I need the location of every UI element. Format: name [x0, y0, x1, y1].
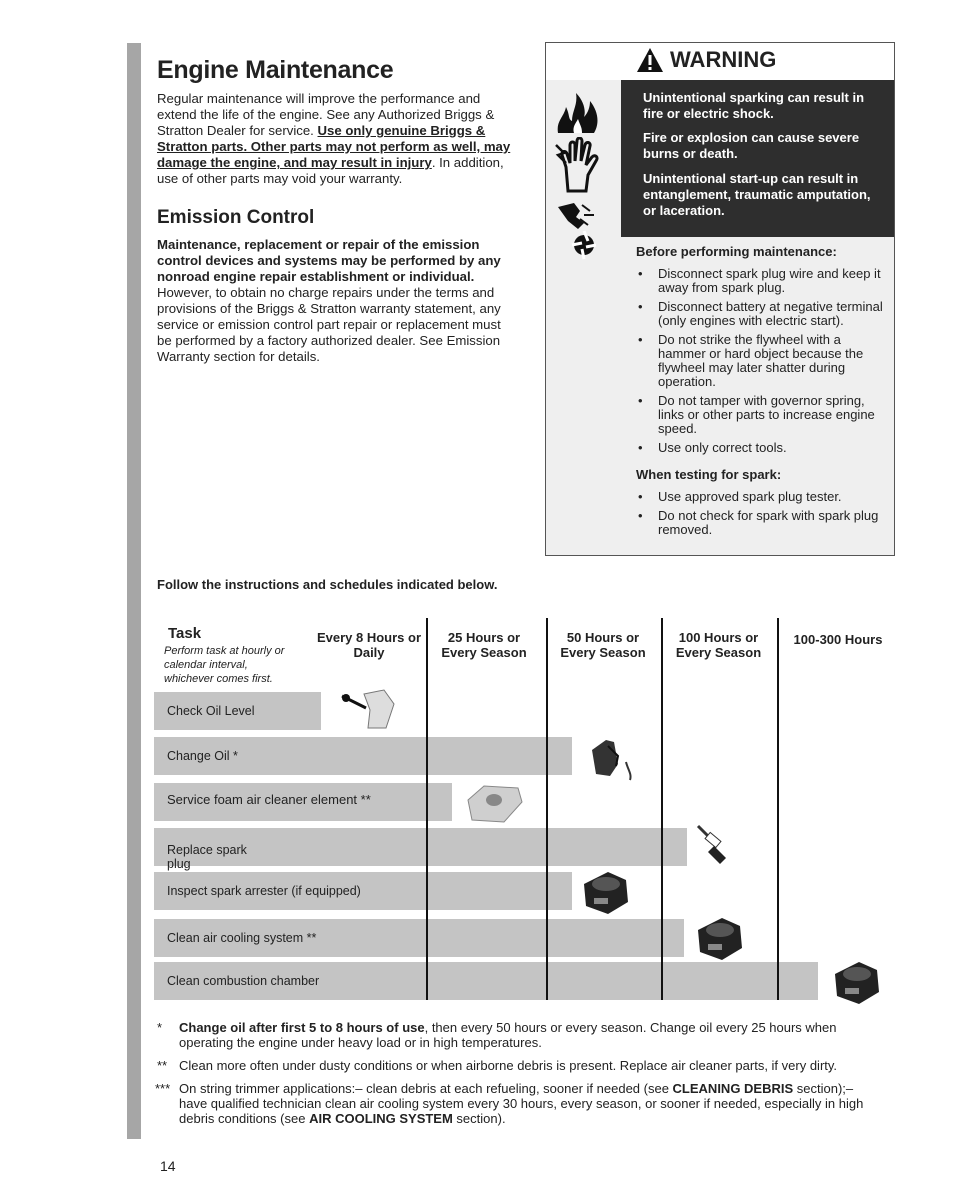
- emission-bold: Maintenance, replacement or repair of the emission control devices and systems may be performed by any nonroad engine repair establishment or individual.: [157, 237, 501, 284]
- emission-rest: However, to obtain no charge repairs under the terms and provisions of the Briggs & Stratton warranty statement, any service or emission control part repair or replacement must be performed by a factory authorized dealer. See Emission Warranty section for details.: [157, 285, 501, 364]
- column-100-300-hours: 100-300 Hours: [793, 632, 883, 647]
- dipstick-icon: [340, 688, 398, 732]
- engine-maintenance-title: Engine Maintenance: [157, 56, 394, 84]
- warning-box: [545, 42, 895, 556]
- testing-spark-title: When testing for spark:: [636, 467, 782, 482]
- list-item: • Do not tamper with governor spring, links or other parts to increase engine speed.: [636, 394, 886, 436]
- footnote-mark: **: [157, 1058, 168, 1073]
- before-maintenance-title: Before performing maintenance:: [636, 244, 837, 259]
- engine-icon: [578, 868, 632, 918]
- task-bar-combustion-chamber: [154, 962, 818, 1000]
- task-bar-air-cooling: [154, 919, 684, 957]
- task-bar-spark-plug: [154, 828, 687, 871]
- footnote-text: , then every 50 hours or every season. Change oil every 25 hours when operating the engine under heavy load or in high temperatures.: [179, 1020, 837, 1050]
- column-100-hours: 100 Hours or Every Season: [675, 630, 762, 660]
- column-divider: [546, 618, 548, 1000]
- page-number: 14: [160, 1158, 176, 1174]
- column-8-hours: Every 8 Hours or Daily: [316, 630, 422, 660]
- footnote-1: [157, 1020, 877, 1050]
- oil-bottle-icon: [588, 736, 636, 782]
- engine-icon: [828, 958, 884, 1008]
- hazard-fire: Fire or explosion can cause severe burns or death.: [643, 130, 860, 161]
- footnote-mark: ***: [155, 1081, 171, 1096]
- warning-title: [636, 47, 776, 73]
- task-label: Inspect spark arrester (if equipped): [167, 884, 361, 898]
- electric-shock-hand-icon: [554, 137, 606, 193]
- spark-plug-icon: [696, 824, 736, 870]
- footnote-bold: Change oil after first 5 to 8 hours of use: [179, 1020, 425, 1035]
- hazard-startup: Unintentional start-up can result in entanglement, traumatic amputation, or laceration.: [643, 171, 871, 218]
- column-25-hours: 25 Hours or Every Season: [441, 630, 527, 660]
- list-item: • Disconnect spark plug wire and keep it away from spark plug.: [636, 267, 886, 295]
- task-label: Check Oil Level: [167, 704, 255, 718]
- engine-text-end: . In addition, use of other parts may void your warranty.: [157, 155, 504, 186]
- list-item: • Do not check for spark with spark plug removed.: [636, 509, 886, 537]
- footnote-2: [157, 1058, 877, 1073]
- engine-text-part1: Regular maintenance will improve the performance and extend the life of the engine. See any Authorized Briggs & Stratton Dealer for service.: [157, 91, 495, 138]
- warning-triangle-icon: [636, 47, 664, 73]
- fire-icon: [554, 87, 606, 135]
- warning-hazards-panel: [621, 80, 894, 237]
- emission-control-text: [157, 237, 517, 365]
- engine-icon: [692, 914, 746, 962]
- warning-header: [546, 43, 894, 80]
- column-divider: [661, 618, 663, 1000]
- task-bar-change-oil: [154, 737, 572, 775]
- footnote-mark: *: [157, 1020, 163, 1035]
- task-label: Change Oil *: [167, 749, 238, 763]
- emission-control-title: Emission Control: [157, 207, 315, 228]
- before-maintenance-list: [636, 267, 886, 455]
- footnote-text: section).: [452, 1111, 506, 1126]
- list-item: • Use only correct tools.: [636, 441, 886, 455]
- foam-filter-icon: [462, 782, 526, 828]
- task-label: Clean combustion chamber: [167, 974, 320, 988]
- footnote-bold: AIR COOLING SYSTEM: [309, 1111, 453, 1126]
- footnote-text: On string trimmer applications:– clean debris at each refueling, sooner if needed (see: [179, 1081, 673, 1096]
- entanglement-icon: [554, 201, 606, 263]
- engine-maintenance-text: [157, 91, 517, 187]
- footnote-3: [157, 1081, 877, 1126]
- footnote-text: section);– have qualified technician clean air cooling system every 30 hours, every season, or sooner if needed, especially in high debris conditions (see: [179, 1081, 864, 1126]
- hazard-sparking: Unintentional sparking can result in fire or electric shock.: [643, 90, 865, 121]
- task-subtext: Perform task at hourly or calendar interval, whichever comes first.: [164, 645, 285, 685]
- column-50-hours: 50 Hours or Every Season: [560, 630, 646, 660]
- list-item: • Use approved spark plug tester.: [636, 490, 886, 504]
- left-column: [157, 56, 517, 365]
- testing-spark-list: [636, 490, 886, 537]
- task-label: Replace spark plug: [167, 843, 247, 871]
- task-label: Service foam air cleaner element **: [167, 792, 371, 807]
- task-bar-spark-arrester: [154, 872, 572, 910]
- engine-text-warning: Use only genuine Briggs & Stratton parts. Other parts may not perform as well, may damage the engine, and may result in injury: [157, 123, 511, 170]
- task-bar-check-oil: [154, 692, 321, 730]
- warning-title-text: WARNING: [670, 47, 777, 72]
- footnotes: [157, 1020, 877, 1134]
- task-label: Clean air cooling system **: [167, 931, 317, 945]
- footnote-bold: CLEANING DEBRIS: [672, 1081, 794, 1096]
- task-bar-air-cleaner: [154, 783, 452, 821]
- task-header: Task: [168, 625, 202, 642]
- schedule-intro: Follow the instructions and schedules indicated below.: [157, 577, 498, 592]
- warning-instructions: [636, 245, 886, 542]
- maintenance-schedule-chart: [154, 618, 894, 1003]
- column-divider: [426, 618, 428, 1000]
- list-item: • Do not strike the flywheel with a hammer or hard object because the flywheel may later shatter during operation.: [636, 333, 886, 389]
- sidebar-bar: [127, 43, 141, 1139]
- list-item: • Disconnect battery at negative terminal (only engines with electric start).: [636, 300, 886, 328]
- footnote-text: Clean more often under dusty conditions or when airborne debris is present. Replace air cleaner parts, if very dirty.: [179, 1058, 838, 1073]
- column-divider: [777, 618, 779, 1000]
